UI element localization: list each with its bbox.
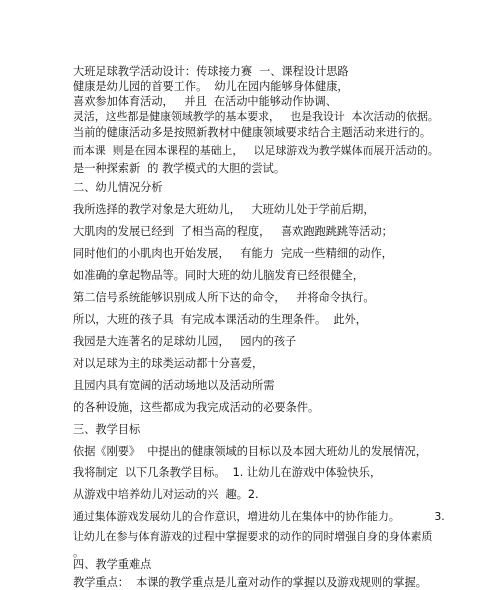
text-line-12: 如准确的拿起物品等。同时大班的幼儿脑发育已经很健全， <box>73 269 364 282</box>
text-line-10: 大肌肉的发展已经到 了相当高的程度， 喜欢跑跑跳跳等活动； <box>73 225 393 238</box>
text-line-4: 灵活，这些都是健康领域教学的基本要求， 也是我设计 本次活动的依据。 <box>73 110 439 123</box>
text-line-23: 通过集体游戏发展幼儿的合作意识，增进幼儿在集体中的协作能力。 3. <box>73 510 445 523</box>
section-heading-4: 四、教学重难点 <box>73 558 152 571</box>
text-line-9: 我所选择的教学对象是大班幼儿， 大班幼儿处于学前后期， <box>73 203 375 216</box>
text-line-16: 对以足球为主的球类运动都十分喜爱， <box>73 357 264 370</box>
text-line-6: 而本课 则是在园本课程的基础上， 以足球游戏为教学媒体而展开活动的。 <box>73 144 439 157</box>
text-line-1: 大班足球教学活动设计：传球接力赛 一、课程设计思路 <box>73 65 349 78</box>
text-line-21: 我将制定 以下几条教学目标。 1. 让幼儿在游戏中体验快乐， <box>73 466 382 479</box>
text-line-7: 是一种探索新 的 教学模式的大胆的尝试。 <box>73 162 286 175</box>
text-line-18: 的各种设施，这些都成为我完成活动的必要条件。 <box>73 401 320 414</box>
text-line-14: 所以，大班的孩子具 有完成本课活动的生理条件。 此外， <box>73 313 367 326</box>
section-heading-2: 二、幼儿情况分析 <box>73 181 163 194</box>
text-line-13: 第二信号系统能够识别成人所下达的命令， 并将命令执行。 <box>73 291 375 304</box>
text-line-22: 从游戏中培养幼儿对运动的兴 趣。2. <box>73 488 259 501</box>
section-heading-3: 三、教学目标 <box>73 423 141 436</box>
text-line-2: 健康是幼儿园的首要工作。 幼儿在园内能够身体健康， <box>73 80 349 93</box>
text-line-11: 同时他们的小肌肉也开始发展， 有能力 完成一些精细的动作， <box>73 247 393 260</box>
text-line-25: 。 <box>73 546 85 559</box>
text-line-20: 依据《刚要》 中提出的健康领域的目标以及本园大班幼儿的发展情况， <box>73 445 427 458</box>
text-line-3: 喜欢参加体育活动， 并且 在活动中能够动作协调、 <box>73 95 337 108</box>
text-line-5: 当前的健康活动多是按照新教材中健康领域要求结合主题活动来进行的。 <box>73 126 432 139</box>
text-line-17: 且园内具有宽阔的活动场地以及活动所需 <box>73 379 275 392</box>
text-line-27: 教学重点： 本课的教学重点是儿童对动作的掌握以及游戏规则的掌握。 <box>73 576 427 589</box>
text-line-15: 我园是大连著名的足球幼儿园， 园内的孩子 <box>73 335 297 348</box>
text-line-24: 让幼儿在参与体育游戏的过程中掌握要求的动作的同时增强自身的身体素质 <box>73 530 433 543</box>
